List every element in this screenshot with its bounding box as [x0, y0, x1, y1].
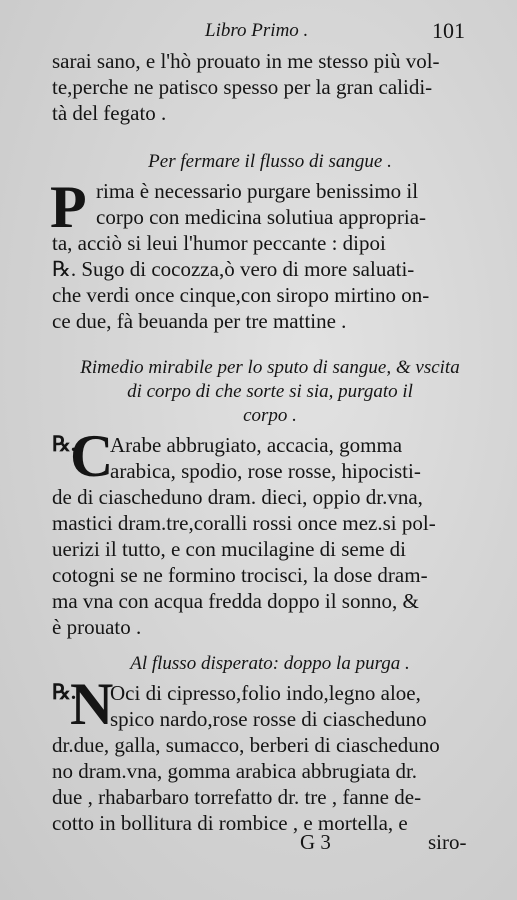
- recipe-symbol: ℞.: [52, 680, 77, 704]
- paragraph: [52, 432, 492, 640]
- page-number: 101: [432, 18, 465, 43]
- heading-line: Rimedio mirabile per lo sputo di sangue, & vscita: [80, 357, 460, 378]
- text-line: te,perche ne patisco spesso per la gran calidi-: [52, 75, 433, 99]
- drop-cap: C: [70, 423, 114, 489]
- text-line: no dram.vna, gomma arabica abbrugiata dr.: [52, 759, 418, 783]
- text-line: rima è necessario purgare benissimo il: [96, 179, 419, 203]
- text-line: ℞. Sugo di cocozza,ò vero di more saluati-: [52, 257, 415, 281]
- text-line: mastici dram.tre,coralli rossi once mez.si pol-: [52, 511, 436, 535]
- drop-cap: N: [70, 671, 114, 737]
- text-line: Arabe abbrugiato, accacia, gomma: [110, 433, 403, 457]
- text-line: tà del fegato .: [52, 101, 167, 125]
- text-line: sarai sano, e l'hò prouato in me stesso più vol-: [52, 49, 440, 73]
- text-line: uerizi il tutto, e con mucilagine di seme di: [52, 537, 406, 561]
- section-heading: Al flusso disperato: doppo la purga .: [130, 653, 410, 674]
- paragraph: [52, 680, 492, 836]
- catchword: siro-: [428, 830, 467, 854]
- text-line: due , rhabarbaro torrefatto dr. tre , fanne de-: [52, 785, 422, 809]
- text-line: spico nardo,rose rosse di ciascheduno: [110, 707, 427, 731]
- text-line: ce due, fà beuanda per tre mattine .: [52, 309, 347, 333]
- text-line: che verdi once cinque,con siropo mirtino on-: [52, 283, 430, 307]
- text-line: dr.due, galla, sumacco, berberi di ciascheduno: [52, 733, 440, 757]
- text-line: ma vna con acqua fredda doppo il sonno, &: [52, 589, 419, 613]
- text-line: cotto in bollitura di rombice , e mortella, e: [52, 811, 408, 835]
- page-footer: [0, 830, 517, 860]
- section-heading: Per fermare il flusso di sangue .: [148, 151, 392, 172]
- running-head: Libro Primo .: [205, 20, 309, 41]
- text-line: de di ciascheduno dram. dieci, oppio dr.vna,: [52, 485, 423, 509]
- text-line: ta, acciò si leui l'humor peccante : dipoi: [52, 231, 386, 255]
- text-line: arabica, spodio, rose rosse, hipocisti-: [110, 459, 421, 483]
- drop-cap: P: [50, 174, 87, 240]
- paragraph: [50, 174, 492, 334]
- signature-mark: G 3: [300, 830, 331, 854]
- recipe-symbol: ℞.: [52, 432, 77, 456]
- text-line: corpo con medicina solutiua appropria-: [96, 205, 427, 229]
- text-line: è prouato .: [52, 615, 142, 639]
- heading-line: corpo .: [243, 405, 297, 426]
- paragraph-continued: [52, 48, 492, 126]
- text-line: cotogni se ne formino trocisci, la dose dram-: [52, 563, 428, 587]
- text-line: Oci di cipresso,folio indo,legno aloe,: [110, 681, 421, 705]
- heading-line: di corpo di che sorte si sia, purgato il: [127, 381, 413, 402]
- section-heading: [40, 356, 500, 428]
- page-header: [0, 18, 517, 46]
